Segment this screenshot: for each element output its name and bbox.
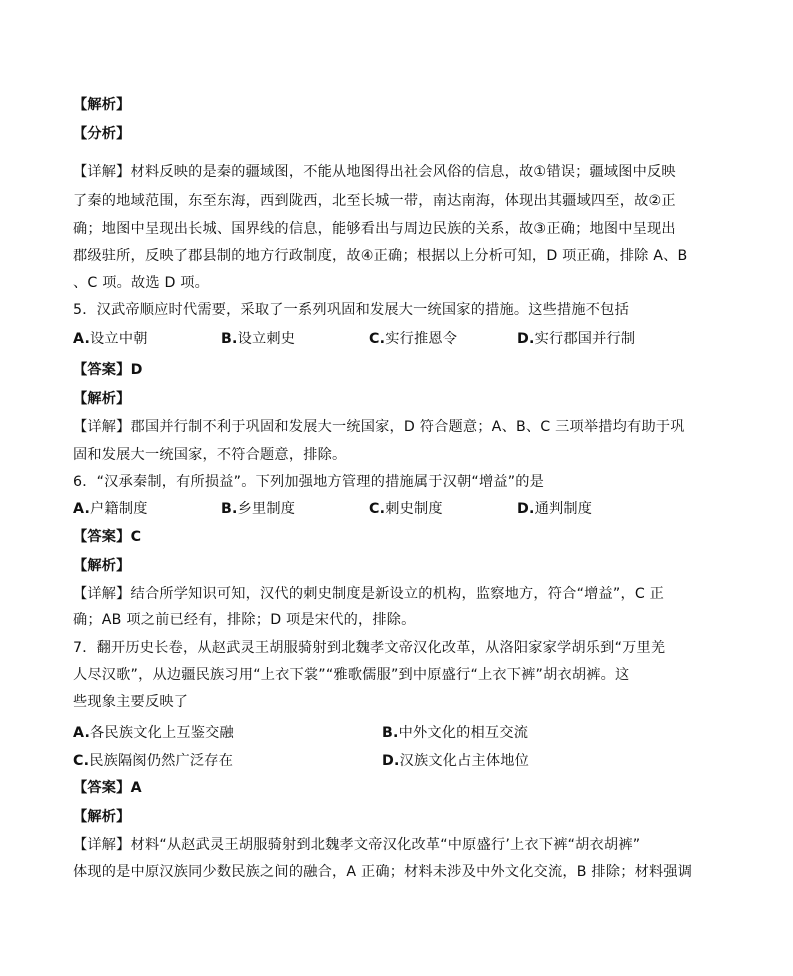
q7-option-d: D.汉族文化占主体地位 xyxy=(382,753,530,769)
q4-fenxi-label: 【分析】 xyxy=(73,126,131,142)
q7-option-b: B.中外文化的相互交流 xyxy=(382,725,529,741)
q5-option-c: C.实行推恩令 xyxy=(369,331,458,347)
q5-option-d: D.实行郡国并行制 xyxy=(517,331,636,347)
q6-stem: 6．“汉承秦制，有所损益”。下列加强地方管理的措施属于汉朝“增益”的是 xyxy=(73,474,545,490)
q5-detail-line: 【详解】郡国并行制不利于巩固和发展大一统国家，D 符合题意；A、B、C 三项举措均有助于巩 xyxy=(73,419,685,435)
q6-detail-line: 确；AB 项之前已经有，排除；D 项是宋代的，排除。 xyxy=(73,612,416,628)
q5-analysis-label: 【解析】 xyxy=(73,391,131,407)
q7-option-c: C.民族隔阂仍然广泛存在 xyxy=(73,753,234,769)
q6-option-a: A.户籍制度 xyxy=(73,501,148,517)
q6-option-b: B.乡里制度 xyxy=(221,501,296,517)
q6-answer: 【答案】C xyxy=(73,529,142,545)
q6-option-d: D.通判制度 xyxy=(517,501,593,517)
q7-stem-line: 7．翻开历史长卷，从赵武灵王胡服骑射到北魏孝文帝汉化改革，从洛阳家家学胡乐到“万里羌 xyxy=(73,640,666,656)
q7-analysis-label: 【解析】 xyxy=(73,809,131,825)
q7-answer: 【答案】A xyxy=(73,780,142,796)
q7-detail-line: 体现的是中原汉族同少数民族之间的融合，A 正确；材料未涉及中外文化交流，B 排除；材料强调 xyxy=(73,864,693,880)
q5-detail-line: 固和发展大一统国家，不符合题意，排除。 xyxy=(73,447,347,463)
q6-detail-line: 【详解】结合所学知识可知，汉代的刺史制度是新设立的机构，监察地方，符合“增益”，C 正 xyxy=(73,586,665,602)
q6-analysis-label: 【解析】 xyxy=(73,558,131,574)
q4-detail-line: 、C 项。故选 D 项。 xyxy=(73,275,210,291)
q6-option-c: C.刺史制度 xyxy=(369,501,443,517)
q7-option-a: A.各民族文化上互鉴交融 xyxy=(73,725,234,741)
q7-detail-line: 【详解】材料“从赵武灵王胡服骑射到北魏孝文帝汉化改革“中原盛行’上衣下裤“胡衣胡裤” xyxy=(73,837,641,853)
q5-option-a: A.设立中朝 xyxy=(73,331,148,347)
q4-detail-line: 确；地图中呈现出长城、国界线的信息，能够看出与周边民族的关系，故③正确；地图中呈现出 xyxy=(73,221,676,237)
q4-detail-line: 了秦的地域范围，东至东海，西到陇西，北至长城一带，南达南海，体现出其疆域四至，故②正 xyxy=(73,193,676,209)
q4-detail-line: 【详解】材料反映的是秦的疆域图，不能从地图得出社会风俗的信息，故①错误；疆域图中反映 xyxy=(73,164,676,180)
q4-analysis-label: 【解析】 xyxy=(73,97,131,113)
q7-stem-line: 人尽汉歌”，从边疆民族习用“上衣下裳”“雅歌儒服”到中原盛行“上衣下裤”胡衣胡裤。这 xyxy=(73,667,630,683)
q4-detail-line: 郡级驻所，反映了郡县制的地方行政制度，故④正确；根据以上分析可知，D 项正确，排除 A、B xyxy=(73,248,688,264)
q7-stem-line: 些现象主要反映了 xyxy=(73,694,189,710)
q5-answer: 【答案】D xyxy=(73,362,143,378)
q5-option-b: B.设立刺史 xyxy=(221,331,296,347)
q5-stem: 5．汉武帝顺应时代需要，采取了一系列巩固和发展大一统国家的措施。这些措施不包括 xyxy=(73,302,629,318)
